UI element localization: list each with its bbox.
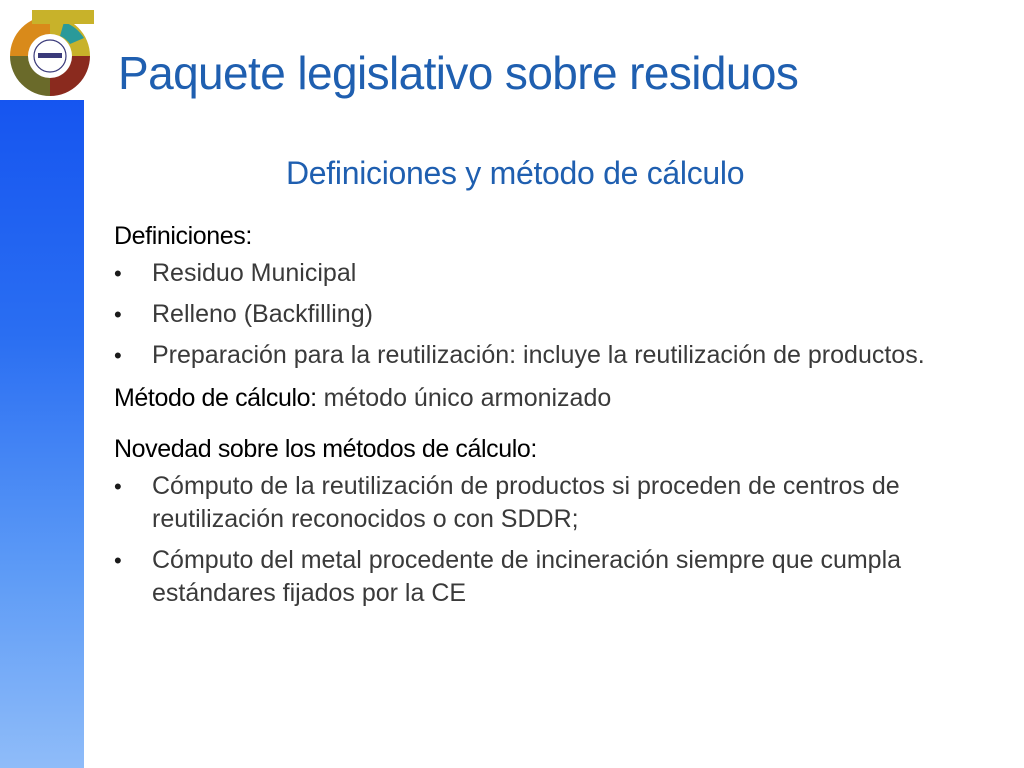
definition-text: Residuo Municipal: [152, 259, 357, 287]
definitions-list: [114, 257, 994, 372]
bullet-icon: •: [114, 302, 122, 327]
bullet-icon: •: [114, 261, 122, 286]
bullet-icon: •: [114, 548, 122, 573]
list-item: [114, 339, 994, 372]
bullet-icon: •: [114, 343, 122, 368]
method-line: [114, 382, 994, 415]
novelty-heading: Novedad sobre los métodos de cálculo:: [114, 435, 537, 463]
list-item: [114, 257, 994, 290]
circular-economy-logo-icon: [0, 8, 100, 104]
definitions-heading: Definiciones:: [114, 222, 252, 250]
slide-body: [114, 220, 994, 618]
sidebar-gradient: [0, 100, 84, 768]
method-value: método único armonizado: [316, 384, 612, 412]
slide-subtitle: Definiciones y método de cálculo: [286, 155, 745, 191]
novelty-text: Cómputo del metal procedente de incineración siempre que cumpla estándares fijados por la CE: [152, 546, 902, 607]
definition-text: Relleno (Backfilling): [152, 300, 373, 328]
method-heading: Método de cálculo:: [114, 384, 317, 412]
slide-title: Paquete legislativo sobre residuos: [118, 47, 799, 99]
novelty-text: Cómputo de la reutilización de productos si proceden de centros de reutilización reconocidos o con SDDR;: [152, 472, 900, 533]
novelty-list: [114, 470, 994, 610]
bullet-icon: •: [114, 474, 122, 499]
list-item: [114, 298, 994, 331]
list-item: [114, 470, 994, 536]
definition-text: Preparación para la reutilización: incluye la reutilización de productos.: [152, 341, 925, 369]
list-item: [114, 544, 994, 610]
